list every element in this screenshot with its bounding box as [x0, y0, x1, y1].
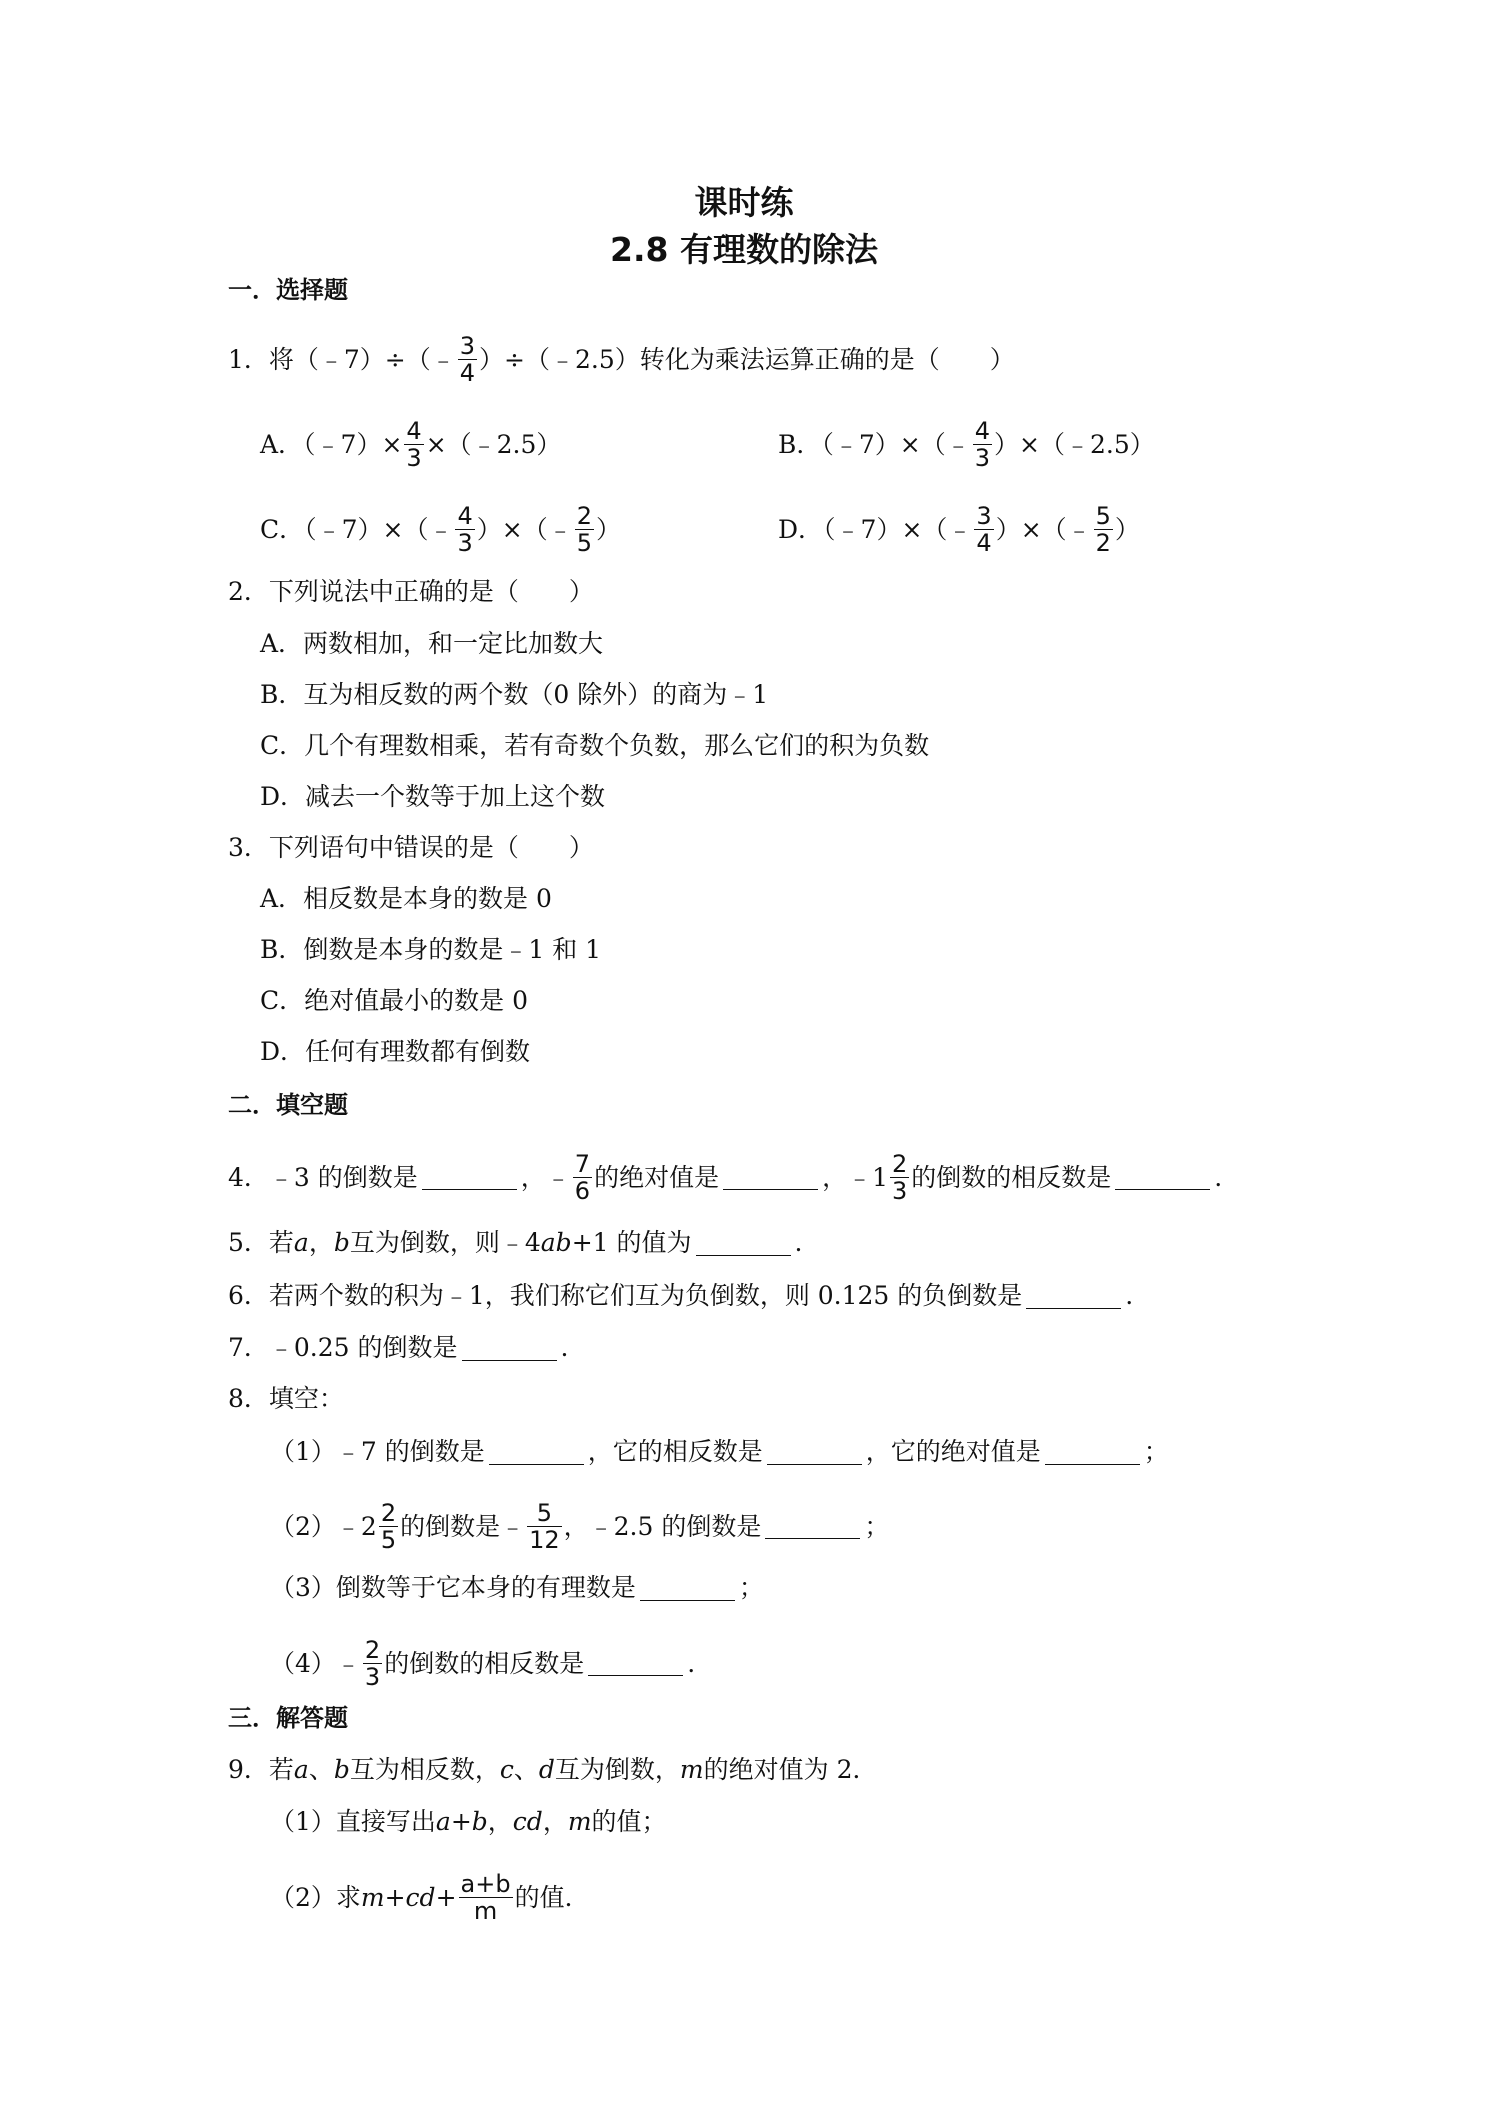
denominator: 2	[1095, 529, 1111, 557]
question-text: ；	[738, 1573, 764, 1602]
section-heading-choice: 一．选择题	[228, 276, 348, 304]
fraction	[973, 418, 992, 471]
question-text: ；	[864, 1511, 890, 1541]
answer-blank[interactable]	[422, 1165, 517, 1190]
question-8-part-1	[270, 1434, 1169, 1470]
page-subtitle: 2.8 有理数的除法	[610, 230, 878, 269]
numerator: 4	[457, 502, 473, 530]
question-text: ，它的相反数是	[587, 1437, 763, 1466]
option-text: ×（﹣2.5）	[425, 429, 562, 459]
question-text: 4．﹣3 的倒数是	[228, 1162, 418, 1192]
variable: b	[333, 1755, 350, 1784]
question-text: 的值；	[591, 1807, 667, 1836]
option-text: D．（﹣7）×（﹣	[778, 514, 973, 544]
question-text: 的值．	[514, 1882, 590, 1912]
fraction	[1094, 503, 1113, 556]
answer-blank[interactable]	[1045, 1440, 1140, 1465]
question-text: 的倒数是﹣	[400, 1511, 526, 1541]
section-heading-fill: 二．填空题	[228, 1091, 348, 1119]
answer-blank[interactable]	[640, 1576, 735, 1601]
question-text: 的绝对值为 2．	[703, 1755, 878, 1784]
question-text: .	[687, 1648, 696, 1678]
fraction	[363, 1637, 382, 1690]
question-9-part-2	[270, 1871, 590, 1924]
option-text: C．（﹣7）×（﹣	[260, 514, 454, 544]
question-1-option-b	[778, 418, 1155, 471]
denominator: 4	[976, 529, 992, 557]
denominator: 4	[459, 359, 476, 387]
numerator: 3	[976, 502, 992, 530]
variable: a	[293, 1228, 309, 1257]
denominator: 3	[364, 1663, 381, 1691]
question-7	[228, 1330, 568, 1366]
expression: m	[567, 1807, 592, 1836]
question-text: （1）直接写出	[270, 1807, 436, 1836]
fraction	[404, 418, 423, 471]
question-text: 9．若	[228, 1755, 294, 1784]
fraction	[379, 1500, 398, 1553]
question-5	[228, 1225, 802, 1261]
option-text: ）×（﹣	[995, 514, 1092, 544]
numerator: 4	[974, 417, 991, 445]
question-2-option-b: B．互为相反数的两个数（0 除外）的商为﹣1	[260, 680, 769, 709]
question-text: .	[1214, 1162, 1223, 1192]
fraction	[455, 503, 474, 556]
question-text: ，﹣2.5 的倒数是	[563, 1511, 762, 1541]
answer-blank[interactable]	[489, 1440, 584, 1465]
page-title: 课时练	[694, 183, 794, 222]
question-text: ，	[308, 1228, 334, 1257]
question-1-stem	[228, 333, 1015, 386]
fraction	[575, 503, 594, 556]
question-text: （4）﹣	[270, 1648, 361, 1678]
question-text: .	[560, 1333, 569, 1362]
variable: ab	[540, 1228, 572, 1257]
denominator: 6	[574, 1177, 591, 1205]
denominator: 5	[380, 1526, 397, 1554]
answer-blank[interactable]	[765, 1514, 860, 1539]
numerator: 5	[536, 1499, 553, 1527]
question-text: ，﹣	[520, 1162, 571, 1192]
numerator: 5	[1095, 502, 1111, 530]
answer-blank[interactable]	[588, 1651, 683, 1676]
fraction	[459, 1871, 513, 1924]
variable: a	[293, 1755, 309, 1784]
expression: m+cd+	[360, 1882, 457, 1912]
question-8-part-4	[270, 1637, 695, 1690]
question-text: ，它的绝对值是	[865, 1437, 1041, 1466]
denominator: m	[473, 1897, 498, 1925]
question-text: 的绝对值是	[594, 1162, 720, 1192]
answer-blank[interactable]	[1115, 1165, 1210, 1190]
variable: d	[538, 1755, 555, 1784]
expression: cd	[512, 1807, 543, 1836]
denominator: 3	[891, 1177, 908, 1205]
option-text: ）	[1114, 514, 1140, 544]
question-9-stem	[228, 1752, 878, 1788]
numerator: 2	[380, 1499, 397, 1527]
q1-text-b: ）÷（﹣2.5）转化为乘法运算正确的是（ ）	[479, 344, 1015, 374]
question-8-part-3	[270, 1570, 764, 1606]
denominator: 5	[576, 529, 592, 557]
numerator: 4	[406, 417, 422, 445]
question-1-option-a	[260, 418, 561, 471]
numerator: 3	[459, 332, 476, 360]
question-text: ；	[1143, 1437, 1169, 1466]
option-text: A．（﹣7）×	[260, 429, 403, 459]
answer-blank[interactable]	[767, 1440, 862, 1465]
answer-blank[interactable]	[1026, 1284, 1121, 1309]
question-text: ，﹣1	[822, 1162, 888, 1192]
section-heading-answer: 三．解答题	[228, 1704, 348, 1732]
question-6	[228, 1278, 1133, 1314]
question-2-option-c: C．几个有理数相乘，若有奇数个负数，那么它们的积为负数	[260, 731, 930, 760]
question-text: 6．若两个数的积为﹣1，我们称它们互为负倒数，则 0.125 的负倒数是	[228, 1281, 1023, 1310]
question-text: 互为倒数，	[554, 1755, 680, 1784]
question-2-stem: 2．下列说法中正确的是（ ）	[228, 577, 594, 606]
question-text: .	[1125, 1281, 1134, 1310]
question-text: 、	[513, 1755, 539, 1784]
numerator: 2	[891, 1150, 908, 1178]
question-text: （2）求	[270, 1882, 361, 1912]
question-1-option-c	[260, 503, 621, 556]
denominator: 3	[406, 444, 422, 472]
denominator: 3	[457, 529, 473, 557]
question-3-option-d: D．任何有理数都有倒数	[260, 1037, 531, 1066]
option-text: ）×（﹣2.5）	[994, 429, 1155, 459]
question-text: （1）﹣7 的倒数是	[270, 1437, 485, 1466]
answer-blank[interactable]	[723, 1165, 818, 1190]
numerator: 2	[364, 1636, 381, 1664]
answer-blank[interactable]	[696, 1231, 791, 1256]
variable: b	[333, 1228, 350, 1257]
question-3-option-b: B．倒数是本身的数是﹣1 和 1	[260, 935, 602, 964]
question-3-stem: 3．下列语句中错误的是（ ）	[228, 833, 594, 862]
question-8-part-2	[270, 1500, 889, 1553]
q1-text-a: 1．将（﹣7）÷（﹣	[228, 344, 456, 374]
numerator: a+b	[460, 1870, 511, 1898]
question-text: +1 的值为	[571, 1228, 692, 1257]
fraction	[573, 1151, 592, 1204]
question-text: （2）﹣2	[270, 1511, 377, 1541]
question-3-option-a: A．相反数是本身的数是 0	[260, 884, 552, 913]
variable: m	[679, 1755, 704, 1784]
question-2-option-a: A．两数相加，和一定比加数大	[260, 629, 604, 658]
expression: a+b	[435, 1807, 488, 1836]
question-text: 、	[308, 1755, 334, 1784]
fraction	[974, 503, 993, 556]
fraction	[890, 1151, 909, 1204]
question-2-option-d: D．减去一个数等于加上这个数	[260, 782, 606, 811]
question-text: ，	[487, 1807, 513, 1836]
fraction	[458, 333, 477, 386]
question-4	[228, 1151, 1222, 1204]
numerator: 7	[574, 1150, 591, 1178]
question-text: 7．﹣0.25 的倒数是	[228, 1333, 458, 1362]
denominator: 3	[974, 444, 991, 472]
question-9-part-1	[270, 1804, 667, 1840]
option-text: ）	[596, 514, 622, 544]
question-text: 5．若	[228, 1228, 294, 1257]
question-text: 的倒数的相反数是	[384, 1648, 585, 1678]
answer-blank[interactable]	[462, 1336, 557, 1361]
fraction	[527, 1500, 562, 1553]
variable: c	[499, 1755, 514, 1784]
question-text: .	[794, 1228, 803, 1257]
question-3-option-c: C．绝对值最小的数是 0	[260, 986, 528, 1015]
question-8-stem: 8．填空：	[228, 1384, 344, 1413]
question-text: （3）倒数等于它本身的有理数是	[270, 1573, 636, 1602]
option-text: ）×（﹣	[476, 514, 573, 544]
option-text: B．（﹣7）×（﹣	[778, 429, 971, 459]
question-text: 互为倒数，则﹣4	[349, 1228, 541, 1257]
question-text: 互为相反数，	[349, 1755, 500, 1784]
question-1-option-d	[778, 503, 1140, 556]
question-text: ，	[542, 1807, 568, 1836]
denominator: 12	[529, 1526, 560, 1554]
numerator: 2	[576, 502, 592, 530]
question-text: 的倒数的相反数是	[911, 1162, 1112, 1192]
